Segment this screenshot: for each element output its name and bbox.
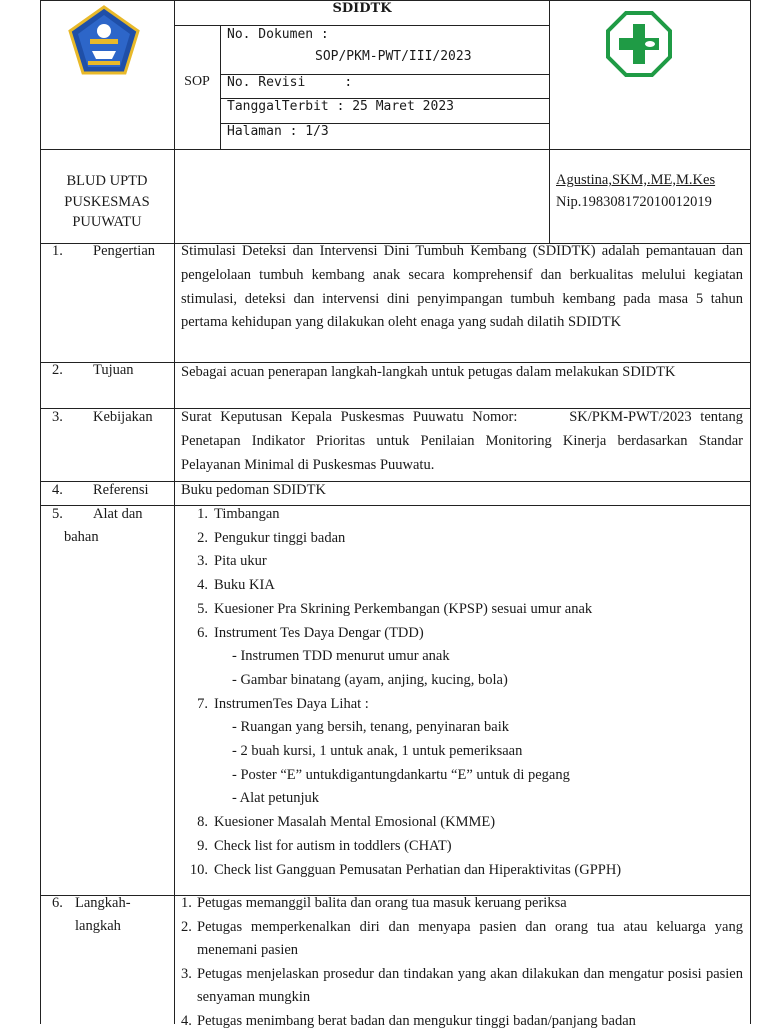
section-4-number: 4. <box>52 482 63 499</box>
alat-item <box>186 859 746 883</box>
section-3-number: 3. <box>52 409 63 426</box>
alat-item-number: 4. <box>186 574 208 598</box>
section-1-label: Pengertian <box>93 243 155 260</box>
section-3-text: Surat Keputusan Kepala Puskesmas Puuwatu Nomor: SK/PKM-PWT/2023 tentang Penetapan Indikator Prioritas untuk Penilaian Monitoring Kinerja berdasarkan Standar Pelayanan Minimal di Puskesmas Puuwatu. <box>181 406 743 477</box>
alat-item <box>186 811 746 835</box>
alat-item <box>186 835 746 859</box>
alat-item-number: 10. <box>186 859 208 883</box>
alat-item-text: InstrumenTes Daya Lihat : <box>214 693 369 717</box>
section-1-number: 1. <box>52 243 63 260</box>
header-bottom <box>40 149 751 150</box>
langkah-item-text: Petugas menimbang berat badan dan mengukur tinggi badan/panjang badan <box>197 1010 743 1033</box>
alat-item-number: 8. <box>186 811 208 835</box>
section-6-label-1: Langkah- <box>75 895 131 912</box>
alat-sub-item: - Gambar binatang (ayam, anjing, kucing, bola) <box>186 669 746 693</box>
alat-item-text: Check list Gangguan Pemusatan Perhatian dan Hiperaktivitas (GPPH) <box>214 859 621 883</box>
section-2-text: Sebagai acuan penerapan langkah-langkah untuk petugas dalam melakukan SDIDTK <box>181 361 729 385</box>
section-4-text: Buku pedoman SDIDTK <box>181 482 326 499</box>
signer-name: Agustina,SKM,.ME,M.Kes <box>556 172 715 189</box>
alat-item-number: 2. <box>186 527 208 551</box>
alat-item-text: Pita ukur <box>214 550 267 574</box>
langkah-item-text: Petugas menjelaskan prosedur dan tindakan yang akan dilakukan dan mengatur posisi pasien senyaman mungkin <box>197 963 743 1010</box>
signer-nip: Nip.198308172010012019 <box>556 194 712 211</box>
org-line-2: PUSKESMAS <box>40 192 174 213</box>
title-underline <box>174 25 550 26</box>
section-4-label: Referensi <box>93 482 149 499</box>
alat-item-text: Kuesioner Masalah Mental Emosional (KMME) <box>214 811 495 835</box>
header-divider-right <box>549 0 550 243</box>
health-cross-icon <box>606 11 672 77</box>
alat-item <box>186 527 746 551</box>
langkah-item <box>181 916 743 963</box>
alat-item-number: 5. <box>186 598 208 622</box>
alat-item <box>186 574 746 598</box>
section-3-label: Kebijakan <box>93 409 153 426</box>
alat-item <box>186 550 746 574</box>
header-divider-left <box>174 0 175 1024</box>
langkah-item-number: 4. <box>181 1010 197 1033</box>
puskesmas-logo <box>606 11 672 77</box>
alat-item-number: 9. <box>186 835 208 859</box>
section-2-label: Tujuan <box>93 362 134 379</box>
crest-logo <box>68 5 140 77</box>
alat-sub-item: - Poster “E” untukdigantungdankartu “E” untuk di pegang <box>186 764 746 788</box>
border-right <box>750 0 751 1024</box>
alat-item-text: Instrument Tes Daya Dengar (TDD) <box>214 622 424 646</box>
section-5-label-2: bahan <box>64 529 99 546</box>
alat-sub-item: - Instrumen TDD menurut umur anak <box>186 645 746 669</box>
border-left <box>40 0 41 1024</box>
section-2-number: 2. <box>52 362 63 379</box>
langkah-item <box>181 1010 743 1033</box>
page-number: Halaman : 1/3 <box>227 124 329 139</box>
alat-sub-item: - Ruangan yang bersih, tenang, penyinaran baik <box>186 716 746 740</box>
alat-item-number: 7. <box>186 693 208 717</box>
alat-item <box>186 503 746 527</box>
alat-item-text: Timbangan <box>214 503 280 527</box>
alat-sub-item: - 2 buah kursi, 1 untuk anak, 1 untuk pemeriksaan <box>186 740 746 764</box>
section-1-text: Stimulasi Deteksi dan Intervensi Dini Tumbuh Kembang (SDIDTK) adalah pemantauan dan pengelolaan tumbuh kembang anak secara komprehensif dan berkualitas melului kegiatan stimulasi, deteksi dan intervensi dini penyimpangan tumbuh kembang pada masa 5 tahun pertama kehidupan yang dilakukan oleht enaga yang sudah dilatih SDIDTK <box>181 240 743 335</box>
issue-date: TanggalTerbit : 25 Maret 2023 <box>227 99 454 114</box>
org-line-1: BLUD UPTD <box>40 171 174 192</box>
document-title: SDIDTK <box>174 1 550 16</box>
langkah-list <box>181 892 743 1033</box>
langkah-item-number: 3. <box>181 963 197 1010</box>
langkah-item-text: Petugas memperkenalkan diri dan menyapa pasien dan orang tua atau keluarga yang menemani pasien <box>197 916 743 963</box>
langkah-item-number: 1. <box>181 892 197 916</box>
alat-item-number: 6. <box>186 622 208 646</box>
alat-item-text: Pengukur tinggi badan <box>214 527 345 551</box>
revision-label: No. Revisi : <box>227 75 352 90</box>
crest-icon <box>68 5 140 77</box>
langkah-item-text: Petugas memanggil balita dan orang tua masuk keruang periksa <box>197 892 743 916</box>
alat-item-text: Buku KIA <box>214 574 275 598</box>
alat-item-number: 3. <box>186 550 208 574</box>
alat-item <box>186 598 746 622</box>
section-6-label-2: langkah <box>75 918 121 935</box>
langkah-item-number: 2. <box>181 916 197 963</box>
sop-label: SOP <box>174 74 220 90</box>
alat-item <box>186 622 746 646</box>
alat-item-number: 1. <box>186 503 208 527</box>
org-name <box>40 171 174 233</box>
alat-item <box>186 693 746 717</box>
doc-no-label: No. Dokumen : <box>227 27 329 42</box>
alat-bahan-list <box>186 503 746 882</box>
alat-sub-item: - Alat petunjuk <box>186 787 746 811</box>
section-5-label-1: Alat dan <box>93 506 143 523</box>
langkah-item <box>181 963 743 1010</box>
alat-item-text: Check list for autism in toddlers (CHAT) <box>214 835 452 859</box>
langkah-item <box>181 892 743 916</box>
alat-item-text: Kuesioner Pra Skrining Perkembangan (KPSP) sesuai umur anak <box>214 598 592 622</box>
section-5-number: 5. <box>52 506 63 523</box>
org-line-3: PUUWATU <box>40 212 174 233</box>
doc-no-value: SOP/PKM-PWT/III/2023 <box>315 49 472 64</box>
section-6-number: 6. <box>52 895 63 912</box>
sop-divider <box>220 25 221 149</box>
